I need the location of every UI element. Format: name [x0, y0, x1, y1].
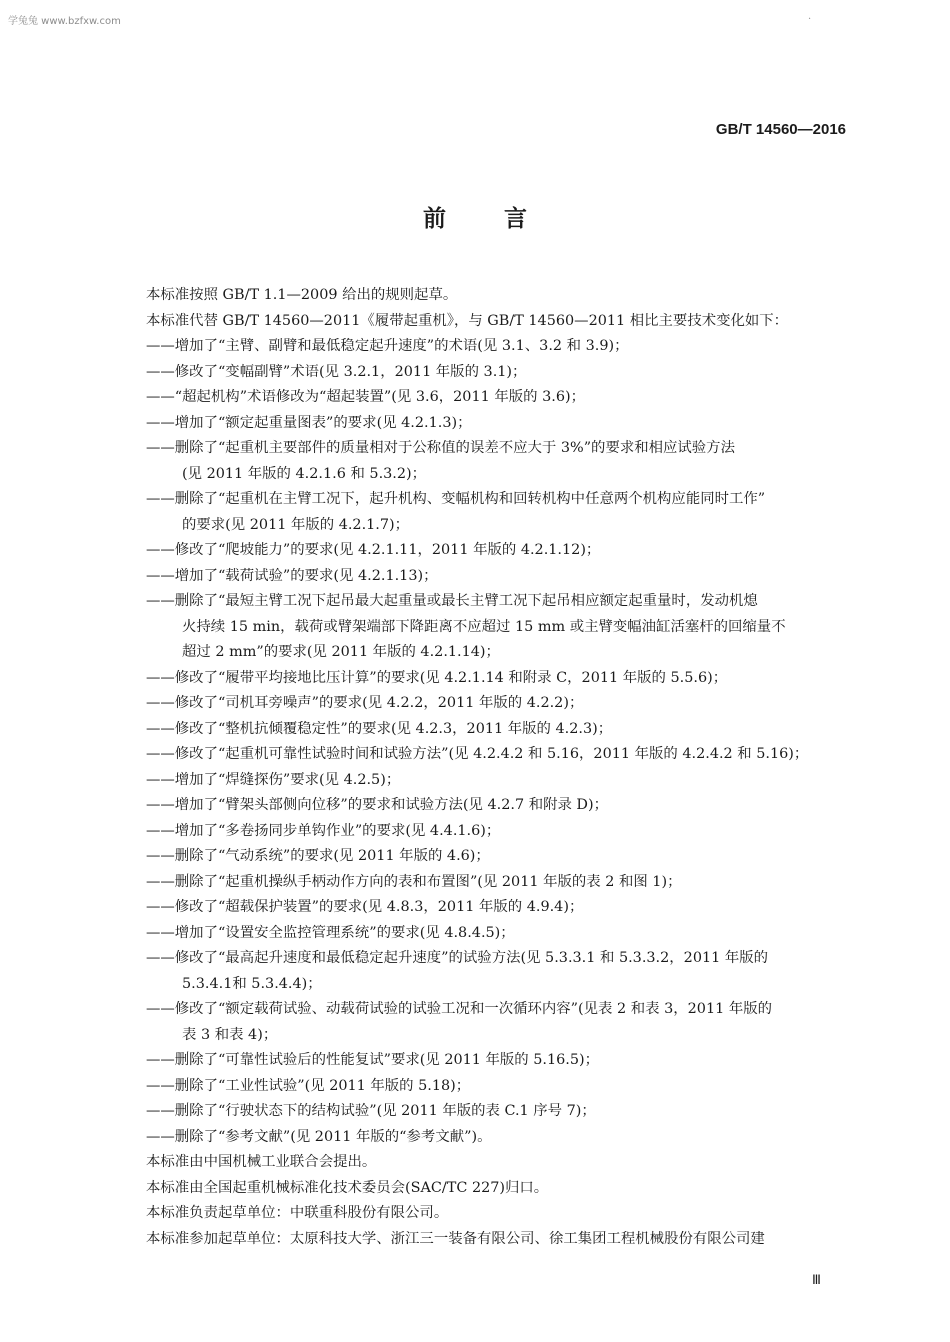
change-item [146, 691, 854, 717]
standard-code: GB/T 14560—2016 [715, 121, 846, 138]
closing-paragraph: 本标准由中国机械工业联合会提出。 [146, 1154, 377, 1170]
closing-paragraph: 本标准负责起草单位：中联重科股份有限公司。 [146, 1205, 449, 1221]
change-item [146, 768, 854, 794]
change-line: ——增加了“臂架头部侧向位移”的要求和试验方法(见 4.2.7 和附录 D)； [146, 797, 608, 813]
change-item [146, 844, 854, 870]
change-item [146, 589, 854, 666]
page-number: Ⅲ [812, 1272, 821, 1287]
change-line: ——增加了“多卷扬同步单钩作业”的要求(见 4.4.1.6)； [146, 822, 501, 839]
change-item [146, 742, 854, 768]
change-line: ——修改了“整机抗倾覆稳定性”的要求(见 4.2.3，2011 年版的 4.2.3)； [146, 720, 613, 737]
change-continuation: (见 2011 年版的 4.2.1.6 和 5.3.2)； [182, 465, 427, 482]
page-title: 前言 [423, 206, 585, 232]
change-continuation: 5.3.4.1和 5.3.4.4)； [182, 975, 322, 992]
change-item [146, 870, 854, 896]
change-item [146, 921, 854, 947]
closing-paragraph: 本标准由全国起重机械标准化技术委员会(SAC/TC 227)归口。 [146, 1179, 549, 1196]
change-line: ——删除了“气动系统”的要求(见 2011 年版的 4.6)； [146, 848, 490, 864]
change-line: ——修改了“司机耳旁噪声”的要求(见 4.2.2，2011 年版的 4.2.2)； [146, 695, 584, 711]
intro-paragraph: 本标准代替 GB/T 14560—2011《履带起重机》，与 GB/T 14560—2011 相比主要技术变化如下： [146, 312, 789, 329]
change-line: ——删除了“行驶状态下的结构试验”(见 2011 年版的表 C.1 序号 7)； [146, 1103, 596, 1119]
change-line: ——增加了“额定起重量图表”的要求(见 4.2.1.3)； [146, 414, 472, 431]
change-item [146, 997, 854, 1048]
change-item [146, 793, 854, 819]
change-item [146, 487, 854, 538]
change-line: ——删除了“起重机在主臂工况下，起升机构、变幅机构和回转机构中任意两个机构应能同时工作” [146, 491, 766, 507]
change-line: ——删除了“起重机主要部件的质量相对于公称值的误差不应大于 3%”的要求和相应试验方法 [146, 440, 735, 456]
change-line: ——增加了“主臂、副臂和最低稳定起升速度”的术语(见 3.1、3.2 和 3.9)； [146, 338, 629, 354]
intro-paragraph: 本标准按照 GB/T 1.1—2009 给出的规则起草。 [146, 287, 458, 303]
change-item [146, 717, 854, 743]
watermark: 学兔兔 www.bzfxw.com [8, 16, 121, 27]
change-line: ——修改了“起重机可靠性试验时间和试验方法”(见 4.2.4.2 和 5.16，2011 年版的 4.2.4.2 和 5.16)； [146, 746, 809, 762]
change-item [146, 895, 854, 921]
change-line: ——删除了“工业性试验”(见 2011 年版的 5.18)； [146, 1077, 471, 1094]
change-line: ——修改了“履带平均接地比压计算”的要求(见 4.2.1.14 和附录 C，2011 年版的 5.5.6)； [146, 669, 728, 686]
change-line: ——修改了“变幅副臂”术语(见 3.2.1，2011 年版的 3.1)； [146, 363, 527, 380]
change-continuation: 超过 2 mm”的要求(见 2011 年版的 4.2.1.14)； [182, 644, 500, 660]
change-item [146, 666, 854, 692]
foreword-body [146, 283, 854, 1252]
change-item [146, 411, 854, 437]
change-line: ——增加了“设置安全监控管理系统”的要求(见 4.8.4.5)； [146, 924, 515, 941]
change-line: ——修改了“超载保护装置”的要求(见 4.8.3，2011 年版的 4.9.4)； [146, 899, 584, 915]
change-item [146, 334, 854, 360]
change-item [146, 1074, 854, 1100]
closing-paragraph: 本标准参加起草单位：太原科技大学、浙江三一装备有限公司、徐工集团工程机械股份有限公司建 [146, 1230, 765, 1247]
change-line: ——删除了“可靠性试验后的性能复试”要求(见 2011 年版的 5.16.5)； [146, 1052, 600, 1068]
change-line: ——修改了“额定载荷试验、动载荷试验的试验工况和一次循环内容”(见表 2 和表 3，2011 年版的 [146, 1001, 773, 1017]
change-item [146, 385, 854, 411]
change-item [146, 946, 854, 997]
change-line: ——删除了“参考文献”(见 2011 年版的“参考文献”)。 [146, 1128, 492, 1145]
change-item [146, 436, 854, 487]
change-item [146, 360, 854, 386]
change-line: ——修改了“爬坡能力”的要求(见 4.2.1.11，2011 年版的 4.2.1.12)； [146, 542, 601, 558]
scan-mark: · [808, 14, 812, 25]
change-continuation: 火持续 15 min，载荷或臂架端部下降距离不应超过 15 mm 或主臂变幅油缸活塞杆的回缩量不 [182, 618, 786, 635]
change-item [146, 1125, 854, 1151]
change-item [146, 1048, 854, 1074]
change-item [146, 564, 854, 590]
change-line: ——修改了“最高起升速度和最低稳定起升速度”的试验方法(见 5.3.3.1 和 5.3.3.2，2011 年版的 [146, 950, 769, 966]
change-continuation: 的要求(见 2011 年版的 4.2.1.7)； [182, 516, 410, 533]
change-continuation: 表 3 和表 4)； [182, 1026, 278, 1043]
change-line: ——删除了“起重机操纵手柄动作方向的表和布置图”(见 2011 年版的表 2 和图 1)； [146, 873, 682, 890]
change-item [146, 538, 854, 564]
change-line: ——增加了“焊缝探伤”要求(见 4.2.5)； [146, 771, 401, 788]
change-item [146, 1099, 854, 1125]
change-line: ——删除了“最短主臂工况下起吊最大起重量或最长主臂工况下起吊相应额定起重量时，发动机熄 [146, 593, 758, 609]
change-item [146, 819, 854, 845]
change-line: ——“超起机构”术语修改为“超起装置”(见 3.6，2011 年版的 3.6)； [146, 389, 585, 405]
change-line: ——增加了“载荷试验”的要求(见 4.2.1.13)； [146, 567, 438, 584]
